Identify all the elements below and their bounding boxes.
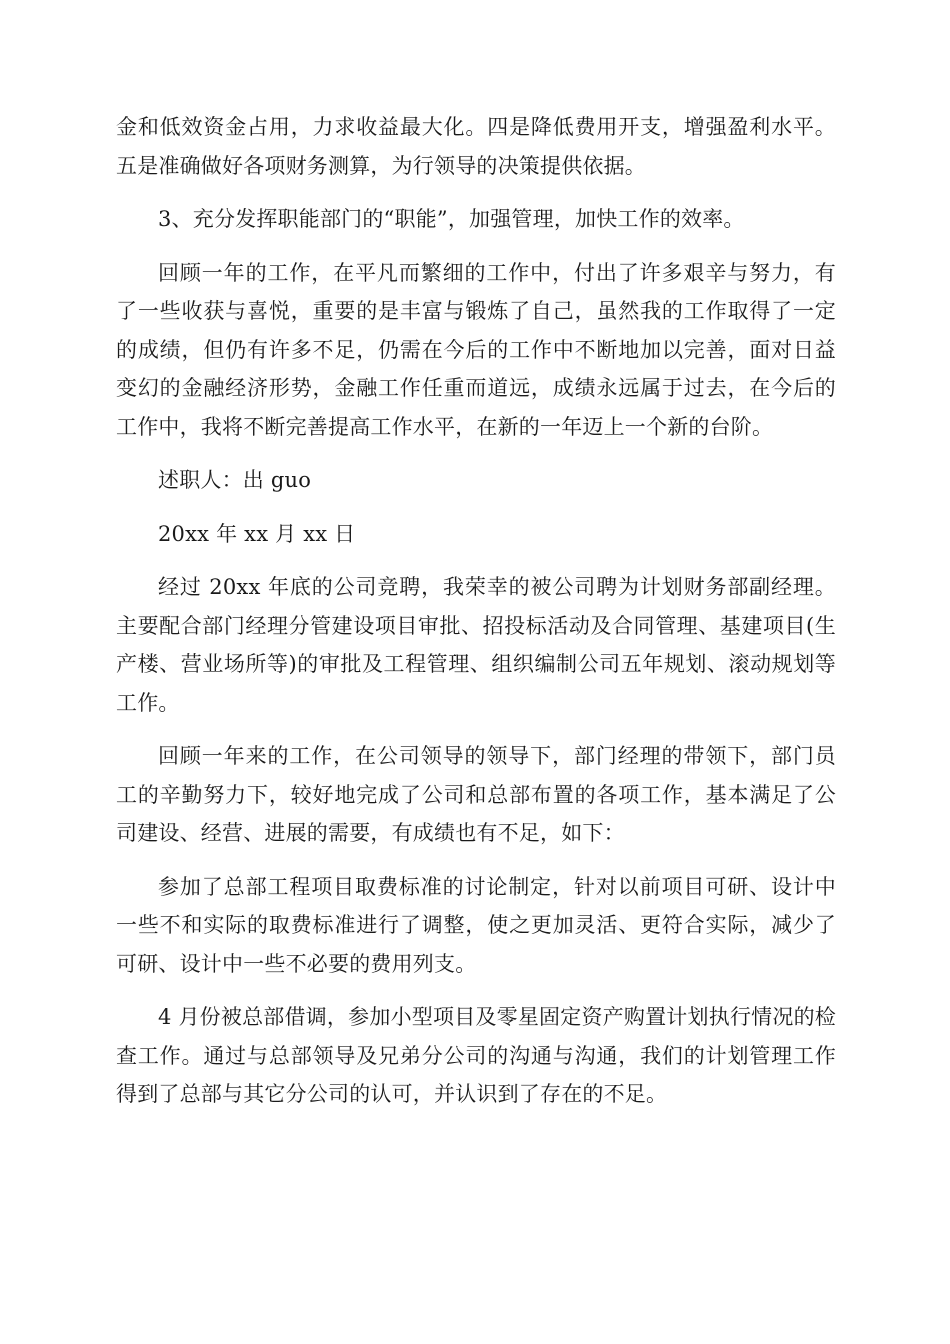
paragraph-2: 3、充分发挥职能部门的“职能”，加强管理，加快工作的效率。 [158, 207, 745, 231]
paragraph-gap [116, 853, 836, 868]
paragraph-gap [116, 722, 836, 737]
paragraph-gap [116, 500, 836, 515]
paragraph-gap [116, 553, 836, 568]
paragraph-3: 回顾一年的工作，在平凡而繁细的工作中，付出了许多艰辛与努力，有了一些收获与喜悦，重要的是丰富与锻炼了自己，虽然我的工作取得了一定的成绩，但仍有许多不足，仍需在今后的工作中不断地加以完善，面对日益变幻的金融经济形势，金融工作任重而道远，成绩永远属于过去，在今后的工作中，我将不断完善提高工作水平，在新的一年迈上一个新的台阶。 [116, 260, 836, 439]
date-line: 20xx 年 xx 月 xx 日 [158, 521, 356, 546]
document-body [116, 108, 836, 1114]
paragraph-8: 参加了总部工程项目取费标准的讨论制定，针对以前项目可研、设计中一些不和实际的取费标准进行了调整，使之更加灵活、更符合实际，减少了可研、设计中一些不必要的费用列支。 [116, 874, 836, 976]
paragraph-gap [116, 185, 836, 200]
paragraph-7: 回顾一年来的工作，在公司领导的领导下，部门经理的带领下，部门员工的辛勤努力下，较好地完成了公司和总部布置的各项工作，基本满足了公司建设、经营、进展的需要，有成绩也有不足，如下： [116, 744, 836, 845]
paragraph-gap [116, 983, 836, 998]
paragraph-9: 4 月份被总部借调，参加小型项目及零星固定资产购置计划执行情况的检查工作。通过与总部领导及兄弟分公司的沟通与沟通，我们的计划管理工作得到了总部与其它分公司的认可，并认识到了存在的不足。 [116, 1005, 836, 1106]
paragraph-gap [116, 446, 836, 461]
paragraph-1: 金和低效资金占用，力求收益最大化。四是降低费用开支，增强盈利水平。五是准确做好各项财务测算，为行领导的决策提供依据。 [116, 115, 836, 178]
paragraph-gap [116, 239, 836, 254]
signature-line: 述职人：出 guo [158, 468, 312, 492]
paragraph-6: 经过 20xx 年底的公司竞聘，我荣幸的被公司聘为计划财务部副经理。主要配合部门经理分管建设项目审批、招投标活动及合同管理、基建项目(生产楼、营业场所等)的审批及工程管理、组织编制公司五年规划、滚动规划等工作。 [116, 575, 836, 715]
